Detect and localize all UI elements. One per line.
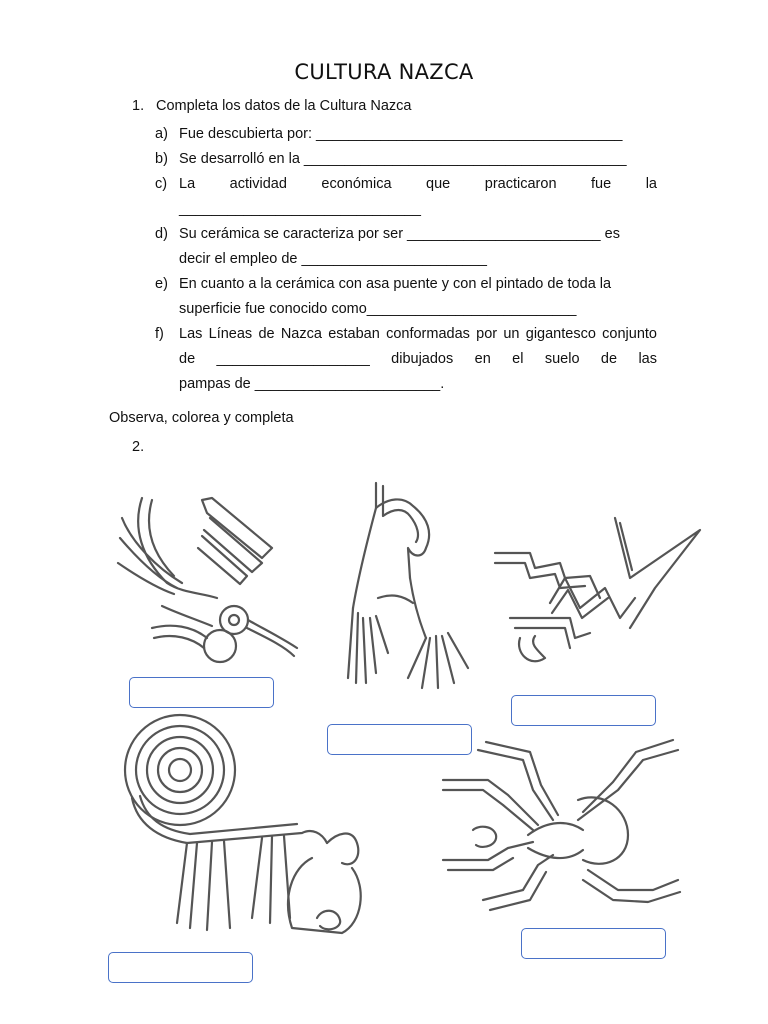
heron-icon	[490, 508, 710, 673]
item-label: e)	[155, 276, 168, 292]
page-title: CULTURA NAZCA	[294, 60, 474, 84]
item-text[interactable]: Las Líneas de Nazca estaban conformadas por un gigantesco conjunto de ___________________ dibujados en el suelo de las	[179, 326, 657, 367]
list-item	[155, 322, 657, 372]
answer-box-1[interactable]	[129, 677, 274, 708]
question-1-items	[155, 122, 657, 397]
question-1-heading	[132, 98, 412, 114]
item-continuation[interactable]: pampas de _______________________.	[179, 376, 445, 392]
item-text[interactable]: Fue descubierta por: ______________________________________	[179, 126, 623, 142]
item-label: c)	[155, 176, 168, 192]
instruction-text: Observa, colorea y completa	[109, 410, 294, 426]
item-continuation[interactable]: decir el empleo de _______________________	[179, 251, 487, 267]
list-item	[155, 222, 657, 247]
answer-box-5[interactable]	[521, 928, 666, 959]
item-label: f)	[155, 326, 164, 342]
list-item	[155, 147, 657, 172]
monkey-icon	[112, 708, 372, 958]
item-text: En cuanto a la cerámica con asa puente y con el pintado de toda la	[179, 276, 612, 292]
question-2-number: 2.	[132, 439, 145, 455]
list-item	[155, 122, 657, 147]
list-item	[155, 272, 657, 297]
hummingbird-icon	[112, 488, 302, 673]
item-continuation[interactable]: ______________________________	[179, 201, 421, 217]
question-number: 1.	[132, 98, 145, 114]
item-label: d)	[155, 226, 168, 242]
item-label: a)	[155, 126, 168, 142]
answer-box-3[interactable]	[511, 695, 656, 726]
question-text: Completa los datos de la Cultura Nazca	[156, 98, 412, 114]
astronaut-icon	[318, 478, 483, 708]
spider-icon	[438, 730, 688, 920]
list-item	[155, 172, 657, 197]
answer-box-4[interactable]	[108, 952, 253, 983]
item-label: b)	[155, 151, 168, 167]
item-text[interactable]: Se desarrolló en la ________________________________________	[179, 151, 627, 167]
item-continuation[interactable]: superficie fue conocido como__________________________	[179, 301, 577, 317]
item-text: La actividad económica que practicaron fue la	[179, 176, 657, 192]
item-text[interactable]: Su cerámica se caracteriza por ser ________________________ es	[179, 226, 620, 242]
